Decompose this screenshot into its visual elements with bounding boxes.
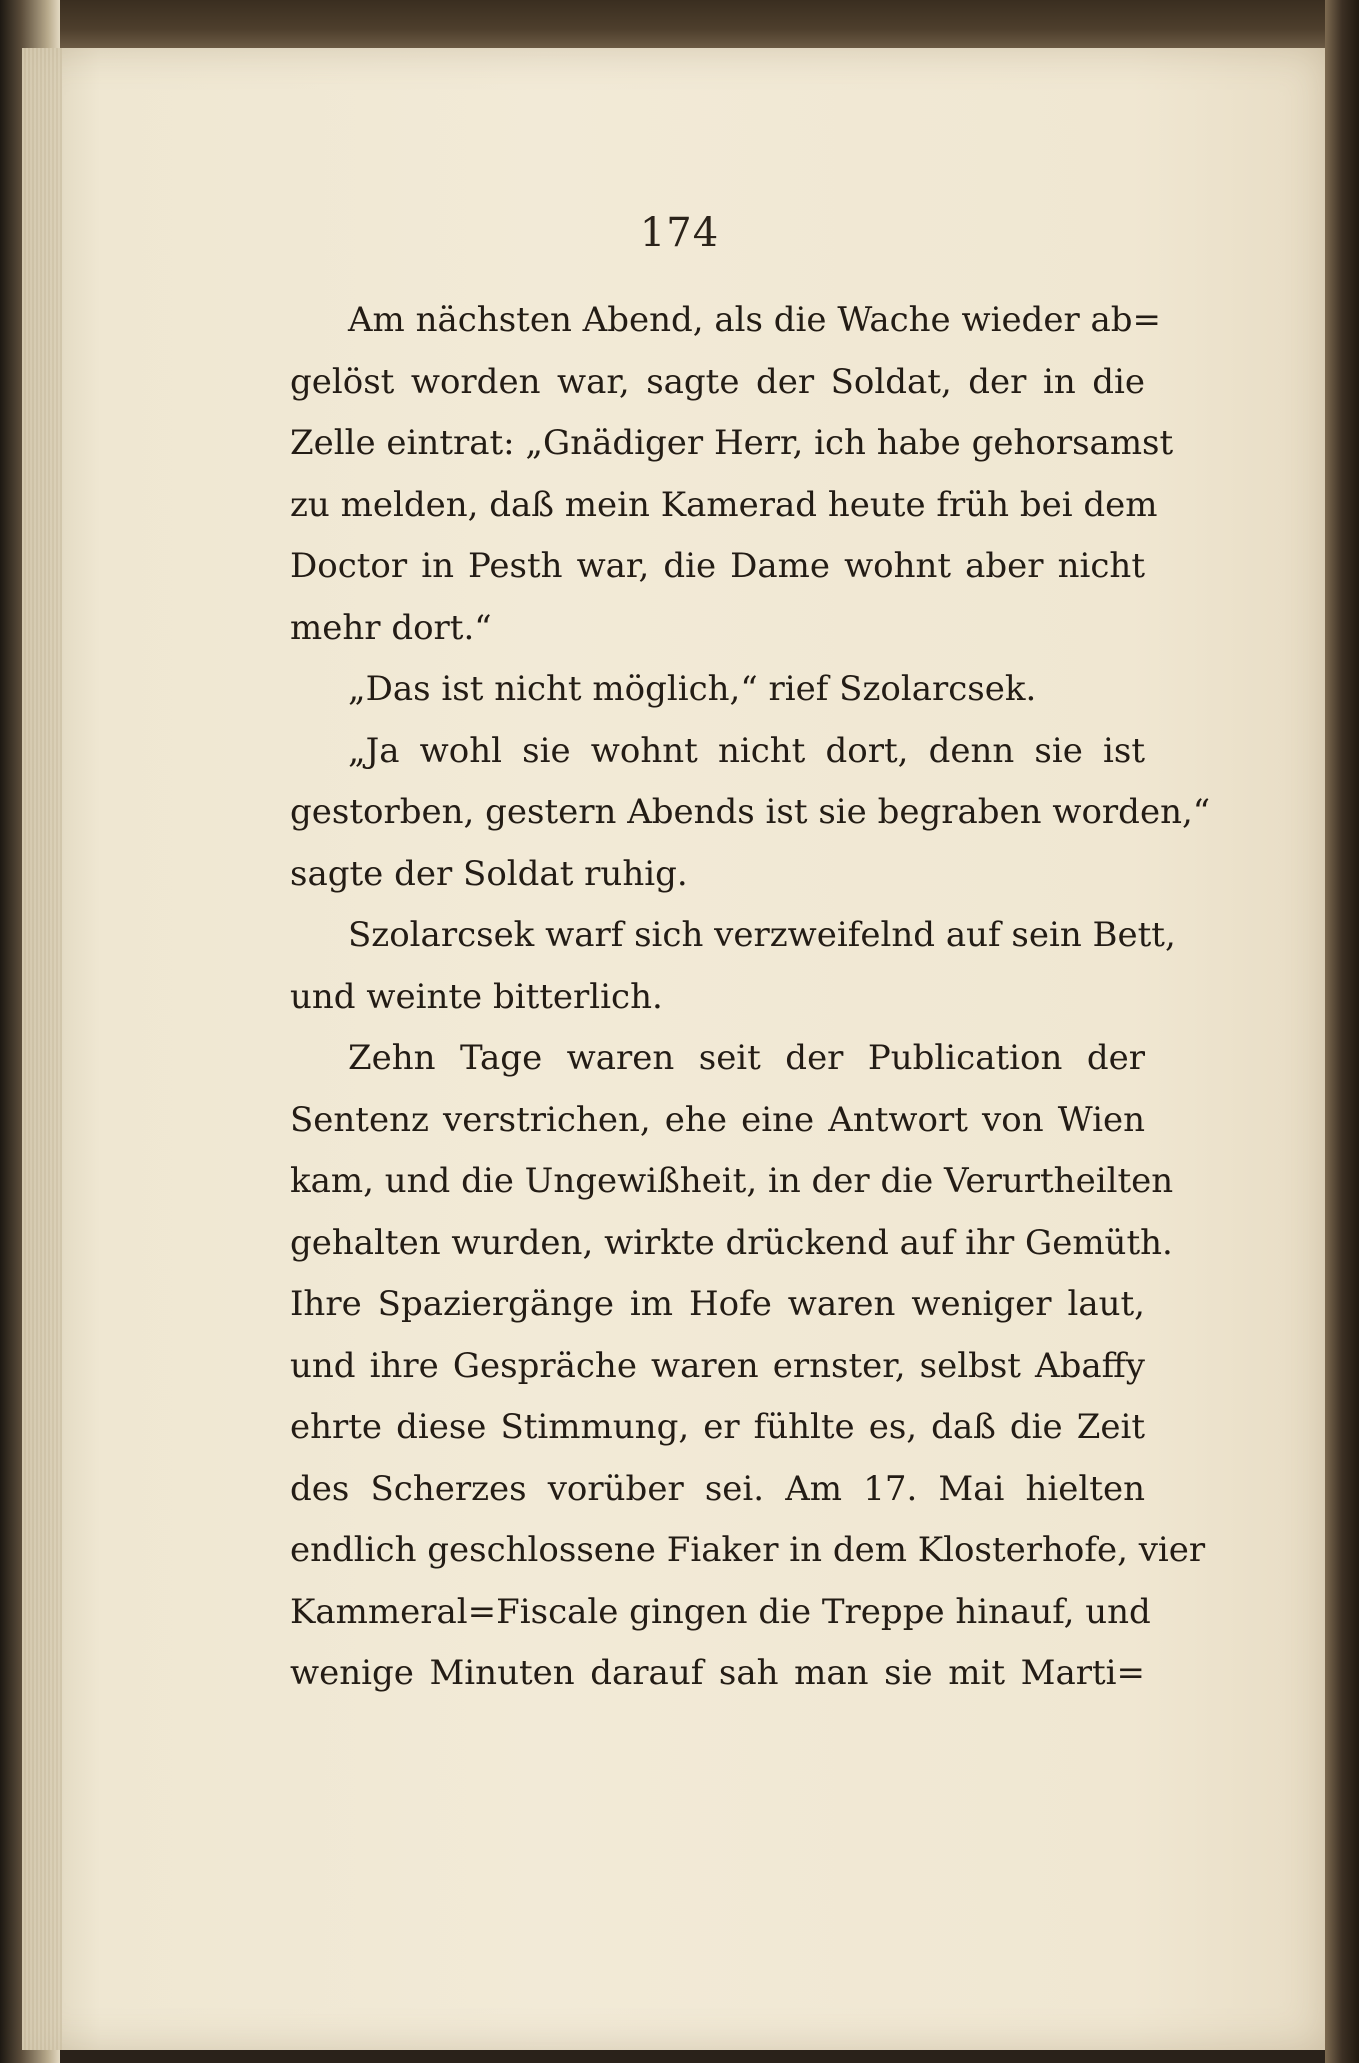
text-line: Zelle eintrat: „Gnädiger Herr, ich habe gehorsamst — [290, 423, 1174, 463]
text-line: mehr dort.“ — [290, 607, 492, 648]
text-line: endlich geschlossene Fiaker in dem Klosterhofe, vier — [290, 1530, 1206, 1570]
text-line: Szolarcsek warf sich verzweifelnd auf sein Bett, — [348, 915, 1176, 955]
text-line: und ihre Gespräche waren ernster, selbst Abaffy — [290, 1345, 1145, 1386]
text-line: Sentenz verstrichen, ehe eine Antwort von Wien — [290, 1099, 1145, 1140]
text-line: zu melden, daß mein Kamerad heute früh bei dem — [290, 484, 1158, 525]
page-leaves-edge — [22, 48, 62, 2050]
text-line: ehrte diese Stimmung, er fühlte es, daß die Zeit — [290, 1407, 1145, 1447]
body-text — [290, 290, 1211, 1705]
text-line: Am nächsten Abend, als die Wache wieder ab= — [348, 300, 1162, 340]
text-line: gestorben, gestern Abends ist sie begraben worden,“ — [290, 792, 1211, 832]
text-line: „Ja wohl sie wohnt nicht dort, denn sie ist — [348, 730, 1145, 771]
text-line: Kammeral=Fiscale gingen die Treppe hinauf, und — [290, 1591, 1151, 1632]
text-line: Zehn Tage waren seit der Publication der — [348, 1038, 1145, 1078]
text-line: sagte der Soldat ruhig. — [290, 853, 688, 894]
text-line: gehalten wurden, wirkte drückend auf ihr Gemüth. — [290, 1222, 1173, 1263]
text-line: des Scherzes vorüber sei. Am 17. Mai hielten — [290, 1468, 1145, 1509]
text-line: Ihre Spaziergänge im Hofe waren weniger laut, — [290, 1284, 1145, 1324]
book-right-edge — [1325, 0, 1359, 2063]
text-line: wenige Minuten darauf sah man sie mit Marti= — [290, 1653, 1145, 1693]
text-line: kam, und die Ungewißheit, in der die Verurtheilten — [290, 1161, 1174, 1201]
text-line: Doctor in Pesth war, die Dame wohnt aber nicht — [290, 546, 1145, 586]
text-line: gelöst worden war, sagte der Soldat, der in die — [290, 361, 1145, 402]
text-line: „Das ist nicht möglich,“ rief Szolarcsek. — [348, 669, 1037, 709]
page-number: 174 — [639, 210, 720, 256]
book-top-edge — [0, 0, 1359, 48]
text-line: und weinte bitterlich. — [290, 976, 663, 1017]
